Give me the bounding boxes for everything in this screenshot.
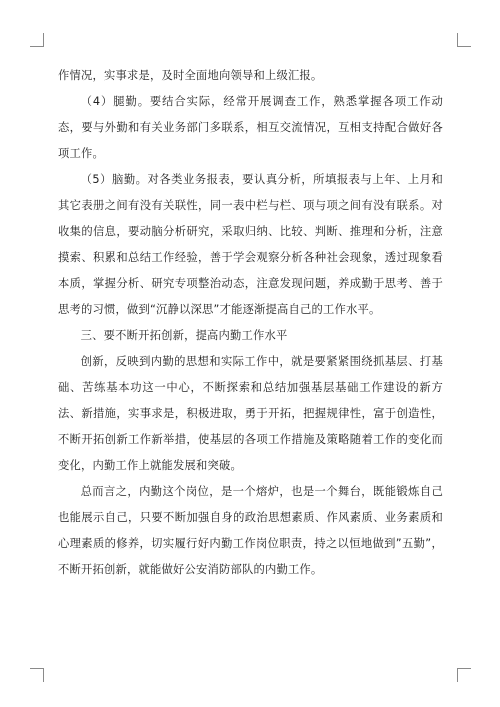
- document-body: [58, 63, 443, 583]
- crop-mark-top-right: [457, 33, 471, 47]
- paragraph-conclusion: 总而言之，内勤这个岗位，是一个熔炉，也是一个舞台，既能锻炼自己也能展示自己，只要不断加强自身的政治思想素质、作风素质、业务素质和心理素质的修养，切实履行好内勤工作岗位职责，持之以恒地做到”五勤”，不断开拓创新，就能做好公安消防部队的内勤工作。: [58, 485, 443, 576]
- crop-mark-top-left: [30, 33, 44, 47]
- crop-mark-bottom-right: [457, 668, 471, 682]
- paragraph-leg-diligence: （4）腿勤。要结合实际，经常开展调查工作，熟悉掌握各项工作动态，要与外勤和有关业务部门多联系，相互交流情况，互相支持配合做好各项工作。: [58, 95, 443, 160]
- paragraph-continuation: 作情况，实事求是，及时全面地向领导和上级汇报。: [58, 69, 323, 82]
- paragraph-brain-diligence: （5）脑勤。对各类业务报表，要认真分析，所填报表与上年、上月和其它表册之间有没有关联性，同一表中栏与栏、项与项之间有没有联系。对收集的信息，要动脑分析研究，采取归纳、比较、判断、推理和分析，注意摸索、积累和总结工作经验，善于学会观察分析各种社会现象，透过现象看本质，掌握分析、研究专项整治动态，注意发现问题，养成勤于思考、善于思考的习惯，做到“沉静以深思”才能逐渐提高自己的工作水平。: [58, 173, 443, 316]
- section-heading-innovation: 三、要不断开拓创新，提高内勤工作水平: [80, 329, 288, 342]
- crop-mark-bottom-left: [30, 668, 44, 682]
- paragraph-innovation: 创新，反映到内勤的思想和实际工作中，就是要紧紧围绕抓基层、打基础、苦练基本功这一中心，不断探索和总结加强基层基础工作建设的新方法、新措施，实事求是，积极进取，勇于开拓，把握规律性，富于创造性，不断开拓创新工作新举措，使基层的各项工作措施及策略随着工作的变化而变化，内勤工作上就能发展和突破。: [58, 355, 443, 472]
